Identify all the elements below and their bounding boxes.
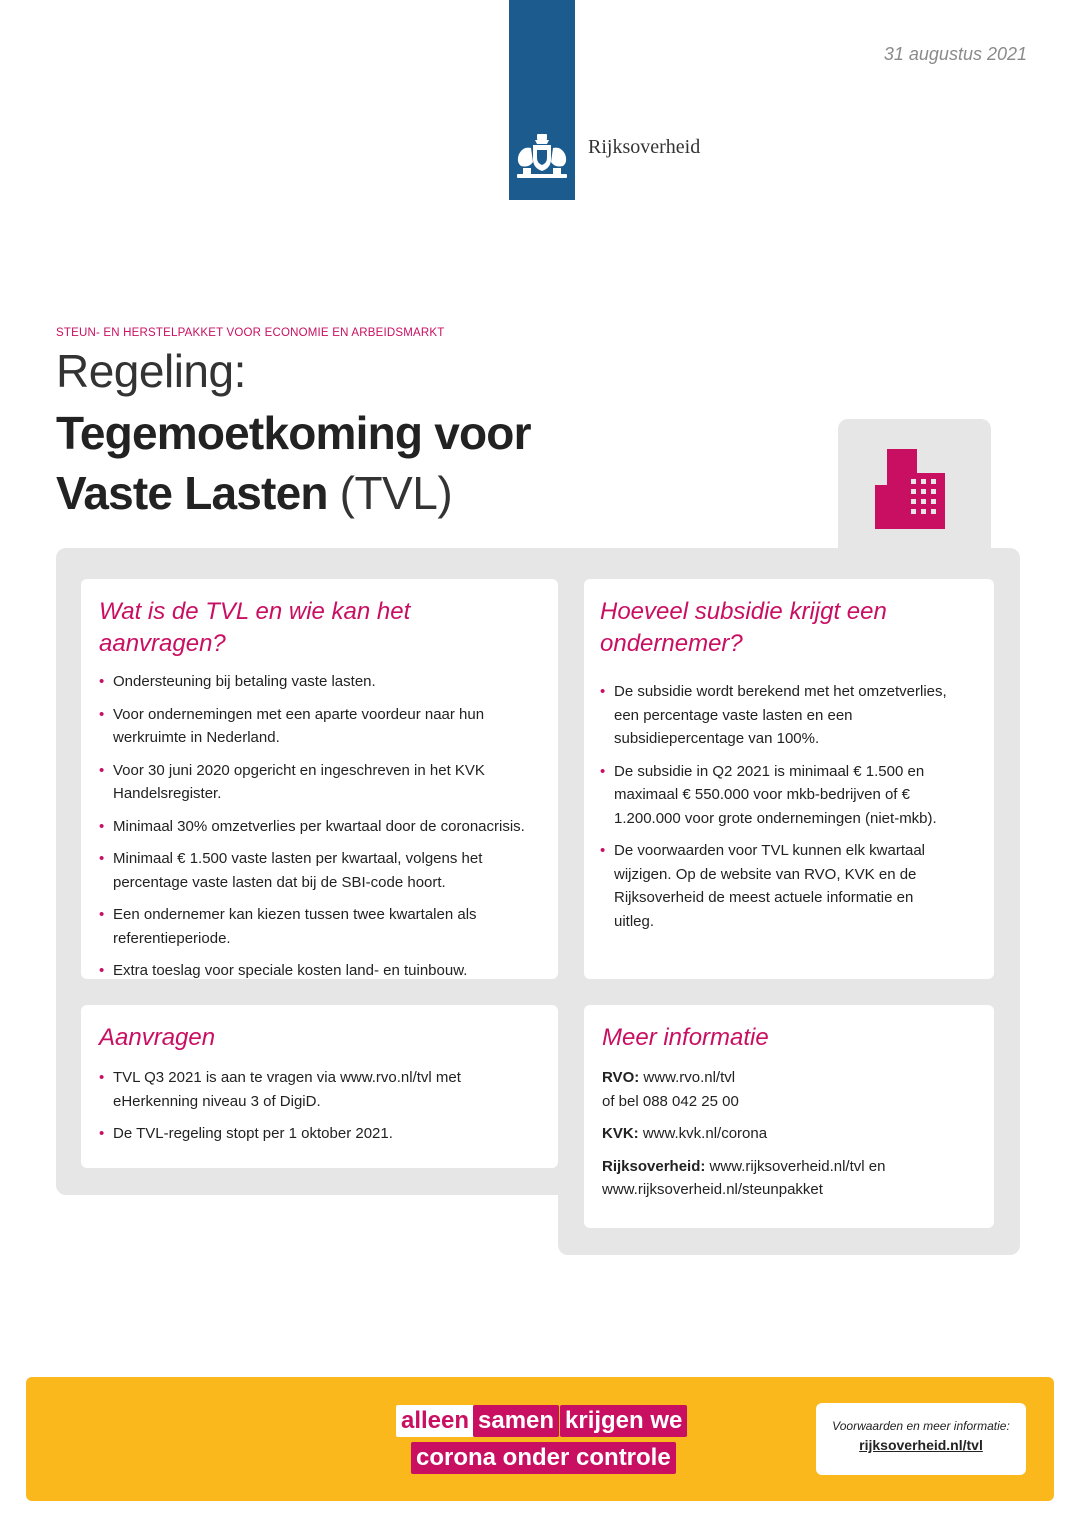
slogan-word: corona onder controle — [411, 1442, 676, 1474]
title-line-2: Tegemoetkoming voor — [56, 407, 531, 459]
title-line-3 — [56, 466, 452, 520]
card-subsidy — [584, 579, 994, 979]
bullet-list — [99, 670, 540, 983]
kvk-link[interactable]: www.kvk.nl/corona — [642, 1125, 768, 1142]
info-label: Voorwaarden en meer informatie: — [832, 1419, 1010, 1433]
footer-banner — [26, 1377, 1054, 1501]
rvo-info — [602, 1066, 976, 1113]
rijksoverheid-label: Rijksoverheid: — [602, 1157, 706, 1175]
list-item: • De TVL-regeling stopt per 1 oktober 2021. — [99, 1122, 540, 1146]
coat-of-arms-icon — [513, 132, 571, 184]
logo-bar — [509, 0, 575, 200]
list-item: • Voor ondernemingen met een aparte voordeur naar hun werkruimte in Nederland. — [99, 703, 540, 750]
list-item: • Een ondernemer kan kiezen tussen twee kwartalen als referentieperiode. — [99, 903, 540, 950]
slogan-word: krijgen we — [560, 1405, 687, 1437]
card-heading: Wat is de TVL en wie kan het aanvragen? — [99, 598, 411, 657]
rvo-phone: of bel 088 042 25 00 — [602, 1092, 739, 1110]
kvk-info — [602, 1122, 976, 1146]
kvk-label: KVK: — [602, 1125, 639, 1142]
list-item: • Minimaal 30% omzetverlies per kwartaal door de coronacrisis. — [99, 815, 540, 839]
list-item: • De voorwaarden voor TVL kunnen elk kwartaal wijzigen. Op de website van RVO, KVK en de Rijksoverheid de meest actuele informatie en uitleg. — [600, 839, 954, 933]
title-prefix: Regeling: — [56, 345, 246, 397]
list-item: • De subsidie in Q2 2021 is minimaal € 1.500 en maximaal € 550.000 voor mkb-bedrijven of € 1.200.000 voor grote ondernemingen (niet-mkb). — [600, 760, 954, 831]
list-item: • Minimaal € 1.500 vaste lasten per kwartaal, volgens het percentage vaste lasten dat bij de SBI-code hoort. — [99, 847, 540, 894]
bullet-list — [600, 680, 954, 933]
title-abbreviation: (TVL) — [339, 467, 453, 519]
slogan-word: alleen — [396, 1405, 474, 1437]
title-bold-part: Vaste Lasten — [56, 467, 328, 519]
document-date: 31 augustus 2021 — [883, 44, 1027, 64]
list-item: • De subsidie wordt berekend met het omzetverlies, een percentage vaste lasten en een subsidiepercentage van 100%. — [600, 680, 954, 751]
rvo-label: RVO: — [602, 1069, 640, 1086]
card-more-info — [584, 1005, 994, 1228]
building-icon — [875, 449, 945, 529]
list-item: • TVL Q3 2021 is aan te vragen via www.rvo.nl/tvl met eHerkenning niveau 3 of DigiD. — [99, 1066, 540, 1113]
card-heading: Meer informatie — [602, 1024, 769, 1051]
rvo-link[interactable]: www.rvo.nl/tvl — [643, 1069, 736, 1086]
info-link[interactable]: rijksoverheid.nl/tvl — [859, 1437, 983, 1453]
rijksoverheid-link[interactable]: www.rijksoverheid.nl/tvl en — [709, 1157, 886, 1175]
bullet-list — [99, 1066, 540, 1146]
logo-text: Rijksoverheid — [588, 136, 701, 158]
kicker: STEUN- EN HERSTELPAKKET VOOR ECONOMIE EN ARBEIDSMARKT — [56, 327, 445, 339]
list-item: • Ondersteuning bij betaling vaste lasten. — [99, 670, 540, 694]
card-heading: Aanvragen — [99, 1024, 216, 1051]
card-what-is-tvl — [81, 579, 558, 979]
rijksoverheid-info — [602, 1155, 976, 1202]
card-apply — [81, 1005, 558, 1168]
list-item: • Extra toeslag voor speciale kosten land- en tuinbouw. — [99, 959, 540, 983]
list-item: • Voor 30 juni 2020 opgericht en ingeschreven in het KVK Handelsregister. — [99, 759, 540, 806]
card-heading: Hoeveel subsidie krijgt een ondernemer? — [600, 598, 887, 657]
info-box — [816, 1403, 1026, 1475]
steunpakket-link[interactable]: www.rijksoverheid.nl/steunpakket — [602, 1181, 823, 1198]
slogan-word: samen — [473, 1405, 559, 1437]
